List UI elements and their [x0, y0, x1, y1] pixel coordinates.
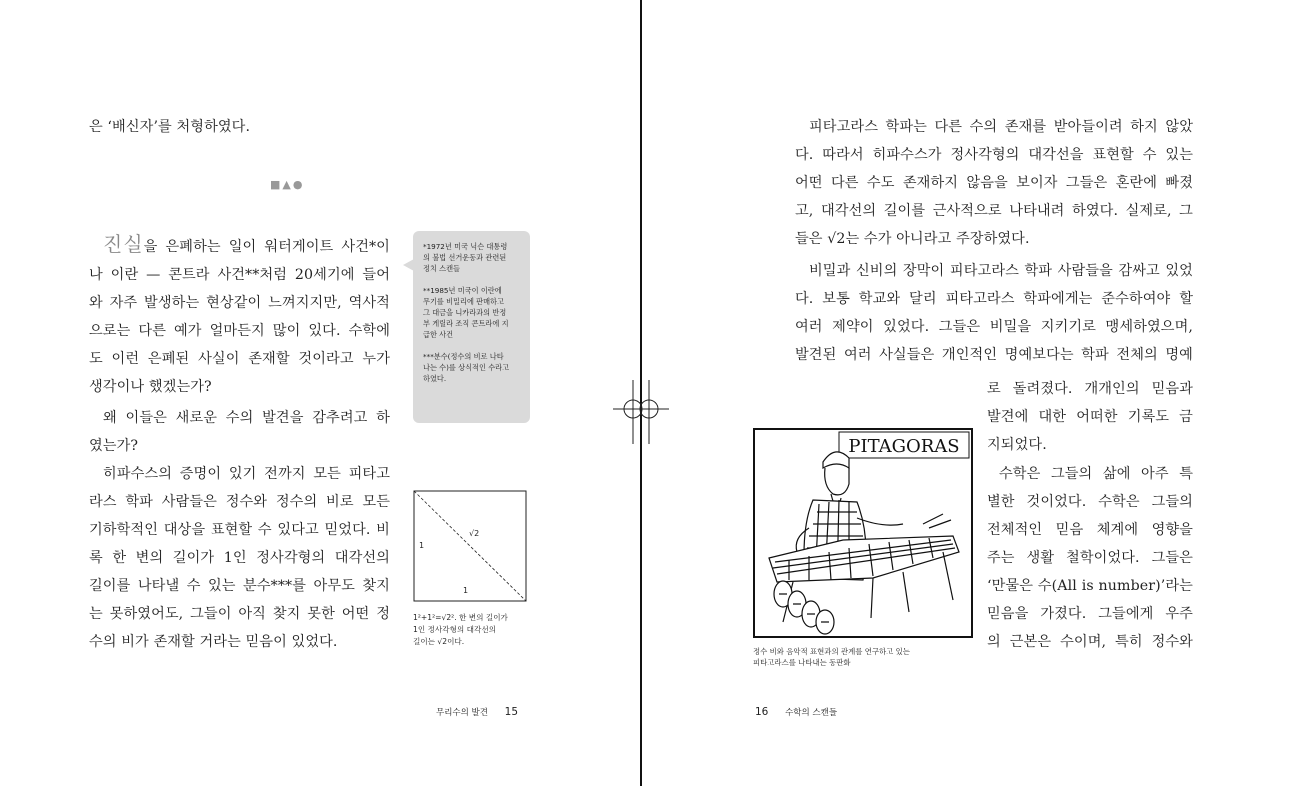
woodcut-caption: 정수 비와 음악적 표현과의 관계를 연구하고 있는 피타고라스를 나타내는 동판화 — [753, 647, 910, 667]
right-footer — [755, 706, 837, 718]
diagonal-label: √2 — [469, 529, 480, 538]
paragraph-line: 고, 대각선의 길이를 근사적으로 나타내려 하였다. 실제로, 그 — [795, 203, 1193, 219]
note-line: 정치 스캔들 — [423, 264, 461, 274]
paragraph-line: 진실을 은폐하는 일이 워터게이트 사건*이 — [103, 232, 390, 256]
paragraph-line: 왜 이들은 새로운 수의 발견을 감추려고 하 — [103, 410, 390, 426]
right-paragraph-2 — [795, 257, 1193, 369]
paragraph-line: 록 한 변의 길이가 1인 정사각형의 대각선의 — [89, 550, 390, 566]
side-bottom-label: 1 — [463, 586, 469, 595]
paragraph-line: 였는가? — [89, 438, 139, 454]
pythagoras-woodcut — [753, 428, 973, 638]
paragraph-line: 히파수스의 증명이 있기 전까지 모든 피타고 — [103, 466, 390, 482]
paragraph-line: 비밀과 신비의 장막이 피타고라스 학파 사람들을 감싸고 있었 — [809, 263, 1193, 279]
note-line: 나는 수)를 상식적인 수라고 — [423, 362, 510, 372]
unit-square-diagram — [413, 490, 527, 602]
paragraph-line: 별한 것이었다. 수학은 그들의 — [987, 494, 1193, 510]
left-footer — [436, 706, 518, 718]
paragraph-line: 여러 제약이 있었다. 그들은 비밀을 지키기로 맹세하였으며, — [795, 319, 1193, 335]
running-title: 수학의 스캔들 — [785, 708, 838, 718]
paragraph-line: 전체적인 믿음 체계에 영향을 — [987, 522, 1193, 538]
paragraph-line: 수학은 그들의 삶에 아주 특 — [999, 466, 1193, 482]
right-paragraph-1 — [795, 113, 1193, 253]
paragraph-line: 지되었다. — [987, 437, 1047, 453]
sidenote-box — [413, 231, 530, 423]
paragraph-line: 믿음을 가졌다. 그들에게 우주 — [987, 606, 1193, 622]
paragraph-line: 들은 √2는 수가 아니라고 주장하였다. — [795, 231, 1030, 247]
note-line: 의 불법 선거운동과 관련된 — [423, 253, 507, 263]
paragraph-line: ‘만물은 수(All is number)’라는 — [987, 578, 1193, 594]
paragraph-line: 라스 학파 사람들은 정수와 정수의 비로 모든 — [89, 494, 390, 510]
note-line: **1985년 미국이 이란에 — [423, 285, 502, 295]
paragraph-line: 피타고라스 학파는 다른 수의 존재를 받아들이려 하지 않았 — [809, 119, 1193, 135]
paragraph-line: 주는 생활 철학이었다. 그들은 — [987, 550, 1193, 566]
paragraph-line: 와 자주 발생하는 현상같이 느껴지지만, 역사적 — [89, 295, 390, 311]
paragraph-line: 생각이나 했겠는가? — [89, 379, 212, 395]
paragraph-line: 로 돌려졌다. 개개인의 믿음과 — [987, 381, 1193, 397]
note-line: *1972년 미국 닉슨 대통령 — [423, 242, 508, 251]
crop-mark-icon — [613, 380, 669, 444]
drop-word: 진실 — [103, 232, 144, 256]
page-number: 15 — [504, 706, 519, 718]
label-frame — [839, 432, 969, 458]
paragraph-line: 발견에 대한 어떠한 기록도 금 — [987, 409, 1193, 425]
paragraph-line: 다. 보통 학교와 달리 피타고라스 학파에게는 준수하여야 할 — [795, 291, 1193, 307]
paragraph-line: 길이를 나타낼 수 있는 분수***를 아무도 찾지 — [89, 578, 390, 594]
paragraph-line: 어떤 다른 수도 존재하지 않음을 보이자 그들은 혼란에 빠졌 — [795, 175, 1193, 191]
running-title: 무리수의 발견 — [436, 708, 488, 718]
woodcut-label: PITAGORAS — [848, 436, 960, 457]
opening-line: 은 ‘배신자’를 처형하였다. — [89, 119, 251, 135]
right-paragraph-3 — [987, 460, 1193, 656]
right-paragraph-2-wrap — [987, 375, 1193, 459]
left-paragraph-1 — [89, 230, 390, 401]
left-paragraph-3 — [89, 460, 390, 656]
side-left-label: 1 — [419, 541, 425, 550]
paragraph-line: 기하학적인 대상을 표현할 수 있다고 믿었다. 비 — [89, 522, 390, 538]
note-line: 무기를 비밀리에 판매하고 — [423, 296, 504, 306]
left-paragraph-2 — [89, 404, 390, 460]
paragraph-line: 발견된 여러 사실들은 개인적인 명예보다는 학파 전체의 명예 — [795, 347, 1193, 363]
paragraph-line: 도 이런 은폐된 사실이 존재할 것이라고 누가 — [89, 351, 390, 367]
paragraph-line: 으로는 다른 예가 얼마든지 많이 있다. 수학에 — [89, 323, 390, 339]
note-line: 부 게릴라 조직 콘트라에 지 — [423, 319, 509, 329]
note-line: ***분수(정수의 비로 나타 — [423, 351, 504, 361]
note-line: 하였다. — [423, 374, 447, 384]
paragraph-line: 의 근본은 수이며, 특히 정수와 — [987, 634, 1193, 650]
diagram-caption: 1²+1²=√2². 한 변의 길이가 1인 정사각형의 대각선의 길이는 √2이다. — [413, 613, 508, 646]
paragraph-line: 는 못하였어도, 그들이 아직 찾지 못한 어떤 정 — [89, 606, 390, 622]
note-line: 급한 사건 — [423, 330, 454, 340]
paragraph-line: 나 이란 — 콘트라 사건**처럼 20세기에 들어 — [89, 267, 390, 283]
paragraph-line: 다. 따라서 히파수스가 정사각형의 대각선을 표현할 수 있는 — [795, 147, 1193, 163]
paragraph-line: 수의 비가 존재할 거라는 믿음이 있었다. — [89, 634, 338, 650]
page-number: 16 — [755, 706, 769, 718]
section-separator: ■▲● — [270, 178, 305, 191]
note-line: 그 대금을 니카라과의 반정 — [423, 308, 507, 318]
